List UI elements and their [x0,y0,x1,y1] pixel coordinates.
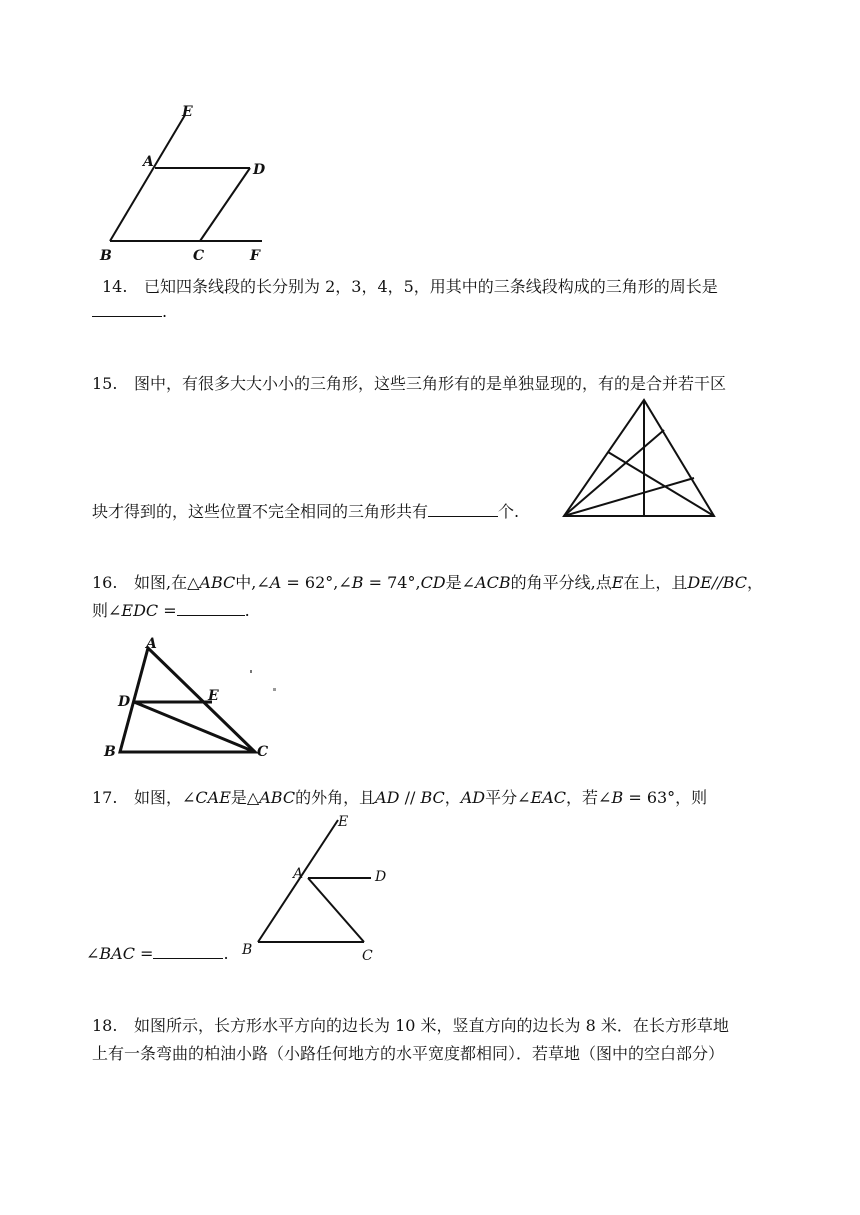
question-17-line2 [86,944,229,964]
label-e: E [208,688,219,704]
question-14-line1 [102,277,718,297]
cevian-3 [608,452,714,516]
figure-triangle-count [560,396,720,521]
answer-blank[interactable] [177,601,245,616]
question-15-line2 [92,502,519,522]
q16-text-c: 中,∠ [235,573,270,592]
period: . [162,302,168,321]
label-d: D [253,162,266,178]
figure-triangle-abc-16 [100,632,290,762]
cevian-2 [564,478,694,516]
q16-math-a: A [269,573,282,592]
question-number: 14. [102,277,128,296]
outer-triangle [564,400,714,516]
q17-math-bac: BAC [99,944,135,963]
answer-blank[interactable] [92,302,162,317]
answer-blank[interactable] [428,502,498,517]
q16-math-b: B [351,573,364,592]
period: . [244,601,250,620]
line-b-e [110,115,185,241]
q16-math-abc: ABC [199,573,236,592]
q17-text-c: 是△ [230,788,260,807]
question-16-line2 [92,601,250,621]
label-c: C [193,248,205,264]
q17-text-a: 如图，∠ [134,788,196,807]
q16-text-2c: = [158,601,177,620]
label-a: A [146,636,157,652]
question-number: 16. [92,573,118,592]
label-c: C [257,744,269,760]
label-b: B [242,942,253,958]
question-number: 15. [92,374,118,393]
q17-math-abc: ABC [259,788,296,807]
label-d: D [118,694,131,710]
q16-math-e: E [611,573,624,592]
segment-dc [134,702,255,752]
q16-text-k: 的角平分线,点 [510,573,612,592]
q16-text-2a: 则∠ [92,601,122,620]
label-b: B [100,248,112,264]
q17-math-bc: BC [420,788,445,807]
q17-text-i: ， [444,788,461,807]
q17-math-ad-2: AD [460,788,486,807]
label-e: E [182,104,193,120]
q17-math-ad: AD [375,788,400,807]
q17-text-g: // [399,788,421,807]
stray-dot [250,670,252,673]
q17-text-e: 的外角，且 [295,788,376,807]
q17-math-eac: EAC [530,788,567,807]
question-text-tail: 个. [498,502,520,521]
question-14-text: 已知四条线段的长分别为 2，3，4，5，用其中的三条线段构成的三角形的周长是 [144,277,718,296]
question-14-line2 [92,302,167,322]
answer-blank[interactable] [153,944,223,959]
q17-text-k: 平分∠ [485,788,531,807]
line-a-c [308,878,364,942]
stray-dot [273,688,276,691]
label-e: E [338,814,349,830]
q16-text-m: 在上，且 [623,573,688,592]
figure-exterior-angle [238,808,398,968]
question-18-line1 [92,1016,729,1036]
question-text: 图中，有很多大大小小的三角形，这些三角形有的是单独显现的，有的是合并若干区 [134,374,727,393]
q16-text-g: = 74°, [363,573,421,592]
question-number: 18. [92,1016,118,1035]
question-17-line1 [92,788,707,808]
q17-text-2a: ∠ [86,944,100,963]
label-c: C [362,948,373,964]
label-a: A [143,154,154,170]
q17-text-o: = 63°，则 [623,788,708,807]
q16-text-o: ， [747,573,764,592]
q16-math-de-bc: DE//BC [687,573,748,592]
q16-text-e: = 62°,∠ [281,573,352,592]
q16-math-acb: ACB [475,573,511,592]
question-text: 如图所示，长方形水平方向的边长为 10 米，竖直方向的边长为 8 米．在长方形草地 [134,1016,729,1035]
q16-math-edc: EDC [121,601,159,620]
q17-math-cae: CAE [195,788,231,807]
label-d: D [375,869,387,885]
question-15-line1 [92,374,726,394]
label-f: F [250,248,260,264]
q16-text-a: 如图,在△ [134,573,200,592]
question-text: 块才得到的，这些位置不完全相同的三角形共有 [92,502,429,521]
q16-text-i: 是∠ [445,573,476,592]
q17-math-b: B [611,788,624,807]
label-a: A [293,866,304,882]
triangle-abc [120,648,255,752]
q16-math-cd: CD [420,573,446,592]
question-text: 上有一条弯曲的柏油小路（小路任何地方的水平宽度都相同）．若草地（图中的空白部分） [92,1044,725,1063]
question-16-line1 [92,573,763,593]
question-number: 17. [92,788,118,807]
q17-text-m: ，若∠ [566,788,612,807]
line-d-c [200,168,250,241]
q17-text-2c: = [134,944,154,963]
question-18-line2 [92,1044,724,1064]
figure-parallelogram [90,100,290,270]
period: . [223,944,229,963]
label-b: B [104,744,116,760]
